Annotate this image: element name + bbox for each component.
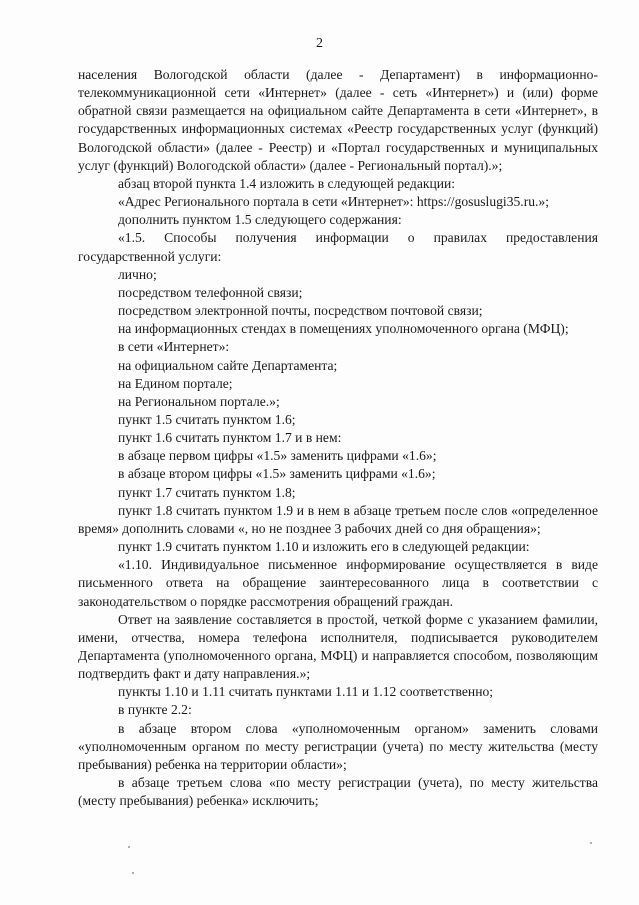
paragraph: населения Вологодской области (далее - Департамент) в информационно-телекоммуникационной сети «Интернет» (далее - сеть «Интернет») и (или) форме обратной связи размещается на официальном сайте Департамента в сети «Интернет», в государственных информационных системах «Реестр государственных услуг (функций) Вологодской области» (далее - Реестр) и «Портал государственных и муниципальных услуг (функций) Вологодской области» (далее - Региональный портал).»; xyxy=(78,67,598,173)
paragraph: в абзаце первом цифры «1.5» заменить цифрами «1.6»; xyxy=(118,448,437,464)
paragraph: на Едином портале; xyxy=(118,375,233,391)
paragraph: «Адрес Регионального портала в сети «Интернет»: https://gosuslugi35.ru.»; xyxy=(118,194,549,210)
paragraph: дополнить пунктом 1.5 следующего содержания: xyxy=(118,212,402,228)
paragraph: пункт 1.9 считать пунктом 1.10 и изложить его в следующей редакции: xyxy=(118,539,530,555)
page-number: 2 xyxy=(316,36,323,51)
paragraph: Ответ на заявление составляется в простой, четкой форме с указанием фамилии, имени, отчества, номера телефона исполнителя, подписывается руководителем Департамента (уполномоченного органа, МФЦ) и направляется способом, позволяющим подтвердить факт и дату направления.»; xyxy=(78,611,598,682)
scan-speck xyxy=(590,842,592,844)
paragraph: абзац второй пункта 1.4 изложить в следующей редакции: xyxy=(118,175,456,191)
paragraph: «1.10. Индивидуальное письменное информирование осуществляется в виде письменного ответа на обращение заинтересованного лица в соответствии с законодательством о порядке рассмотрения обращений граждан. xyxy=(78,557,598,609)
scan-speck xyxy=(132,872,134,874)
paragraph: пункты 1.10 и 1.11 считать пунктами 1.11 и 1.12 соответственно; xyxy=(118,684,494,700)
paragraph: лично; xyxy=(118,266,157,282)
paragraph: на официальном сайте Департамента; xyxy=(118,357,338,373)
paragraph: «1.5. Способы получения информации о правилах предоставления государственной услуги: xyxy=(78,230,598,264)
paragraph: пункт 1.6 считать пунктом 1.7 и в нем: xyxy=(118,430,342,446)
paragraph: посредством электронной почты, посредством почтовой связи; xyxy=(118,303,483,319)
document-body xyxy=(78,66,598,810)
paragraph: в абзаце втором цифры «1.5» заменить цифрами «1.6»; xyxy=(118,466,436,482)
paragraph: в абзаце втором слова «уполномоченным органом» заменить словами «уполномоченным органом по месту регистрации (учета) по месту жительства (месту пребывания) ребенка на территории области»; xyxy=(78,720,598,772)
paragraph: на информационных стендах в помещениях уполномоченного органа (МФЦ); xyxy=(118,321,569,337)
paragraph: в пункте 2.2: xyxy=(118,702,192,718)
paragraph: пункт 1.7 считать пунктом 1.8; xyxy=(118,484,296,500)
paragraph: в абзаце третьем слова «по месту регистрации (учета), по месту жительства (месту пребывания) ребенка» исключить; xyxy=(78,775,598,809)
paragraph: посредством телефонной связи; xyxy=(118,284,303,300)
paragraph: в сети «Интернет»: xyxy=(118,339,230,355)
paragraph: на Региональном портале.»; xyxy=(118,393,280,409)
paragraph: пункт 1.8 считать пунктом 1.9 и в нем в абзаце третьем после слов «определенное время» дополнить словами «, но не позднее 3 рабочих дней со дня обращения»; xyxy=(78,502,598,536)
paragraph: пункт 1.5 считать пунктом 1.6; xyxy=(118,411,296,427)
scan-speck xyxy=(128,846,130,848)
